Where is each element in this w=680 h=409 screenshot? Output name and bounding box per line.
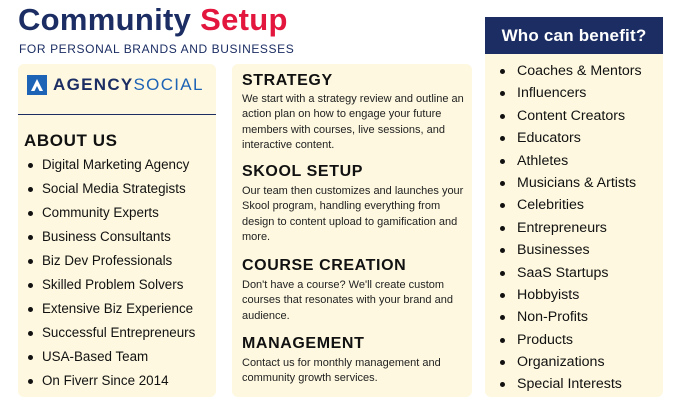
list-item: Biz Dev Professionals bbox=[18, 249, 195, 273]
about-panel bbox=[18, 64, 216, 397]
list-item: Hobbyists bbox=[485, 284, 642, 306]
list-item: Digital Marketing Agency bbox=[18, 153, 195, 177]
logo-a-icon bbox=[27, 75, 47, 95]
page-subtitle: FOR PERSONAL BRANDS AND BUSINESSES bbox=[19, 42, 295, 56]
list-item: SaaS Startups bbox=[485, 262, 642, 284]
list-item: Celebrities bbox=[485, 194, 642, 216]
services-panel bbox=[232, 64, 472, 397]
list-item: Community Experts bbox=[18, 201, 195, 225]
list-item: USA-Based Team bbox=[18, 345, 195, 369]
course-creation-text: Don't have a course? We'll create custom courses that resonates with your brand and audience. bbox=[242, 279, 453, 322]
logo-divider bbox=[18, 114, 216, 115]
list-item: Business Consultants bbox=[18, 225, 195, 249]
skool-setup-text: Our team then customizes and launches your Skool program, handling everything from design to content upload to gamification and more. bbox=[242, 185, 464, 243]
course-creation-heading: COURSE CREATION bbox=[242, 257, 407, 274]
page-title bbox=[18, 2, 288, 38]
list-item: Businesses bbox=[485, 239, 642, 261]
benefit-panel bbox=[485, 50, 663, 397]
list-item: Musicians & Artists bbox=[485, 172, 642, 194]
list-item: Entrepreneurs bbox=[485, 217, 642, 239]
benefit-heading: Who can benefit? bbox=[485, 17, 663, 54]
title-part-setup: Setup bbox=[200, 2, 288, 37]
list-item: Extensive Biz Experience bbox=[18, 297, 195, 321]
management-heading: MANAGEMENT bbox=[242, 335, 365, 352]
list-item: Successful Entrepreneurs bbox=[18, 321, 195, 345]
skool-setup-heading: SKOOL SETUP bbox=[242, 163, 363, 180]
list-item: Non-Profits bbox=[485, 306, 642, 328]
list-item: On Fiverr Since 2014 bbox=[18, 369, 195, 393]
list-item: Educators bbox=[485, 127, 642, 149]
list-item: Influencers bbox=[485, 82, 642, 104]
list-item: Athletes bbox=[485, 150, 642, 172]
list-item: Content Creators bbox=[485, 105, 642, 127]
agency-social-logo bbox=[27, 75, 204, 95]
list-item: Organizations bbox=[485, 351, 642, 373]
strategy-text: We start with a strategy review and outline an action plan on how to engage your future members with courses, live sessions, and interactive content. bbox=[242, 93, 464, 151]
logo-text-agency: AGENCY bbox=[53, 75, 134, 94]
management-text: Contact us for monthly management and community growth services. bbox=[242, 357, 441, 385]
title-part-community: Community bbox=[18, 2, 192, 37]
about-heading: ABOUT US bbox=[24, 131, 118, 150]
benefit-list bbox=[485, 60, 642, 396]
list-item: Coaches & Mentors bbox=[485, 60, 642, 82]
list-item: Skilled Problem Solvers bbox=[18, 273, 195, 297]
strategy-heading: STRATEGY bbox=[242, 72, 333, 89]
list-item: Social Media Strategists bbox=[18, 177, 195, 201]
logo-text-social: SOCIAL bbox=[133, 75, 204, 94]
about-list bbox=[18, 153, 195, 393]
list-item: Special Interests bbox=[485, 373, 642, 395]
logo-text bbox=[53, 75, 204, 95]
list-item: Products bbox=[485, 329, 642, 351]
